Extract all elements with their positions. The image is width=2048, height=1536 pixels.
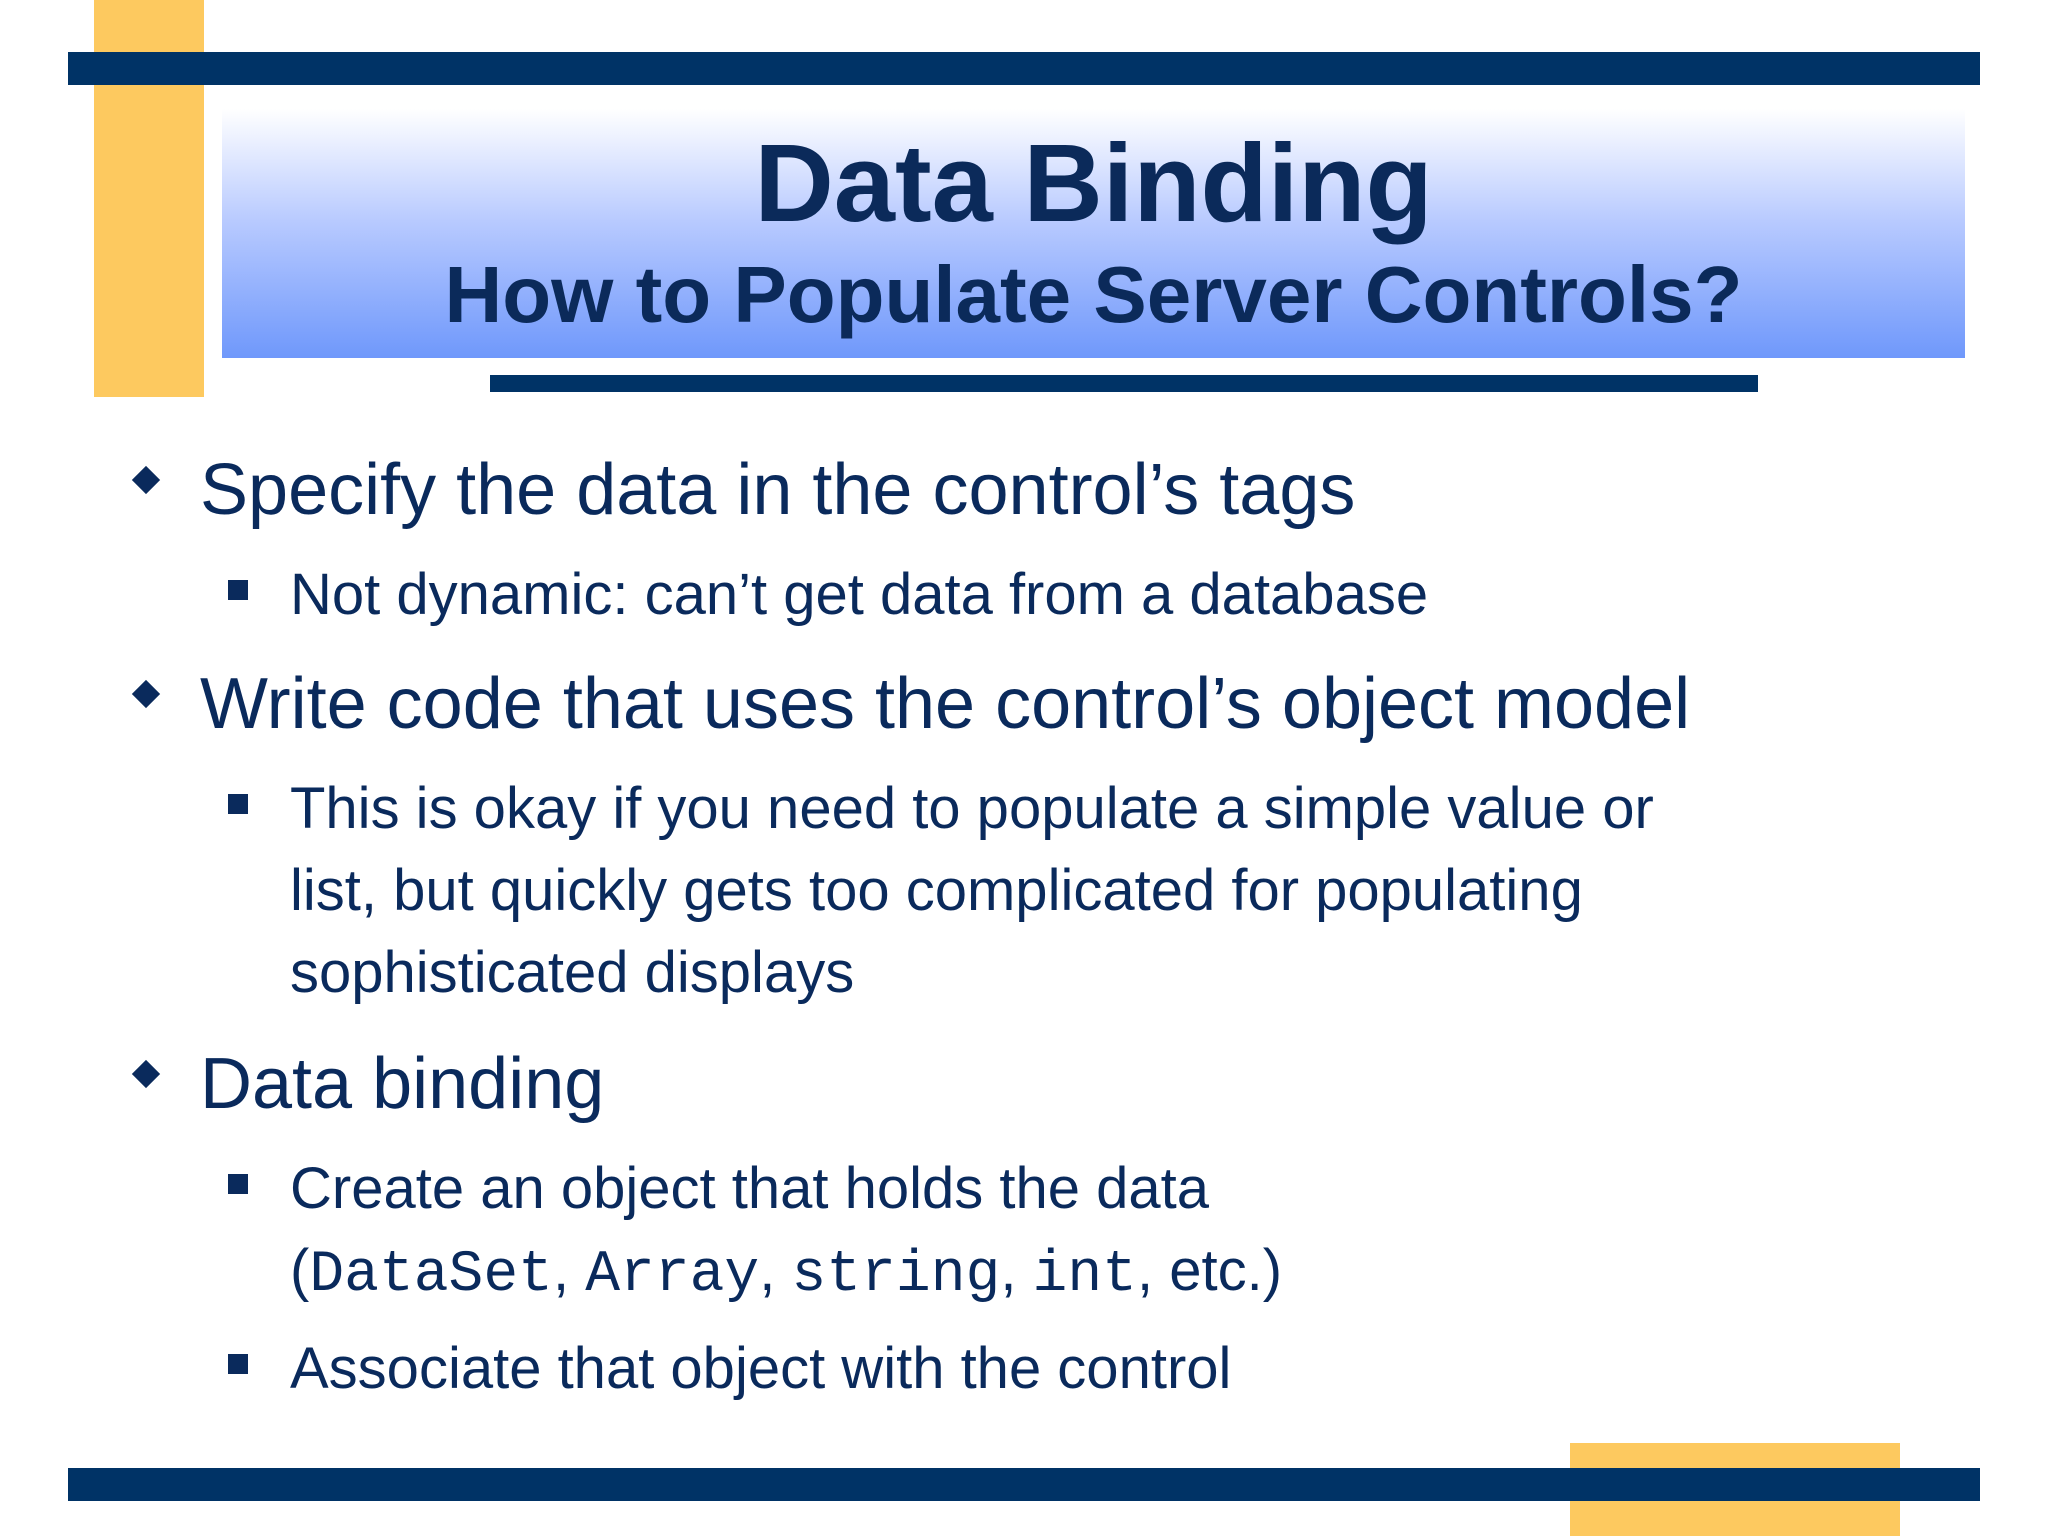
bottom-rule (68, 1468, 1980, 1501)
code-array: Array (585, 1243, 760, 1308)
separator: , (759, 1238, 792, 1303)
slide-title: Data Binding (754, 122, 1433, 245)
sub-bullet-okay-line1: This is okay if you need to populate a simple value or (290, 776, 1654, 841)
square-bullet-icon (228, 794, 248, 814)
code-string: string (791, 1243, 1001, 1308)
separator: , (1136, 1238, 1170, 1303)
diamond-bullet-icon (132, 1060, 160, 1088)
slide-subtitle: How to Populate Server Controls? (444, 250, 1743, 339)
diamond-bullet-icon (132, 466, 160, 494)
separator: , (552, 1238, 586, 1303)
sub-bullet-okay-line2: list, but quickly gets too complicated for populating (290, 858, 1583, 923)
bullet-write-code: Write code that uses the control’s object model (200, 664, 1691, 744)
sub-bullet-create-line2 (290, 1230, 1282, 1317)
sub-bullet-create-line1: Create an object that holds the data (290, 1156, 1209, 1221)
bullet-data-binding: Data binding (200, 1044, 605, 1124)
etc-text: etc.) (1169, 1238, 1283, 1303)
sub-bullet-not-dynamic: Not dynamic: can’t get data from a database (290, 562, 1429, 627)
diamond-bullet-icon (132, 680, 160, 708)
paren-open: ( (290, 1238, 310, 1303)
sub-bullet-okay-line3: sophisticated displays (290, 940, 855, 1005)
title-underline (490, 375, 1758, 392)
code-dataset: DataSet (309, 1243, 553, 1308)
square-bullet-icon (228, 1354, 248, 1374)
square-bullet-icon (228, 580, 248, 600)
square-bullet-icon (228, 1174, 248, 1194)
code-int: int (1032, 1243, 1137, 1308)
sub-bullet-associate: Associate that object with the control (290, 1336, 1232, 1401)
top-rule (68, 52, 1980, 85)
bullet-specify: Specify the data in the control’s tags (200, 450, 1356, 530)
separator: , (1000, 1238, 1033, 1303)
